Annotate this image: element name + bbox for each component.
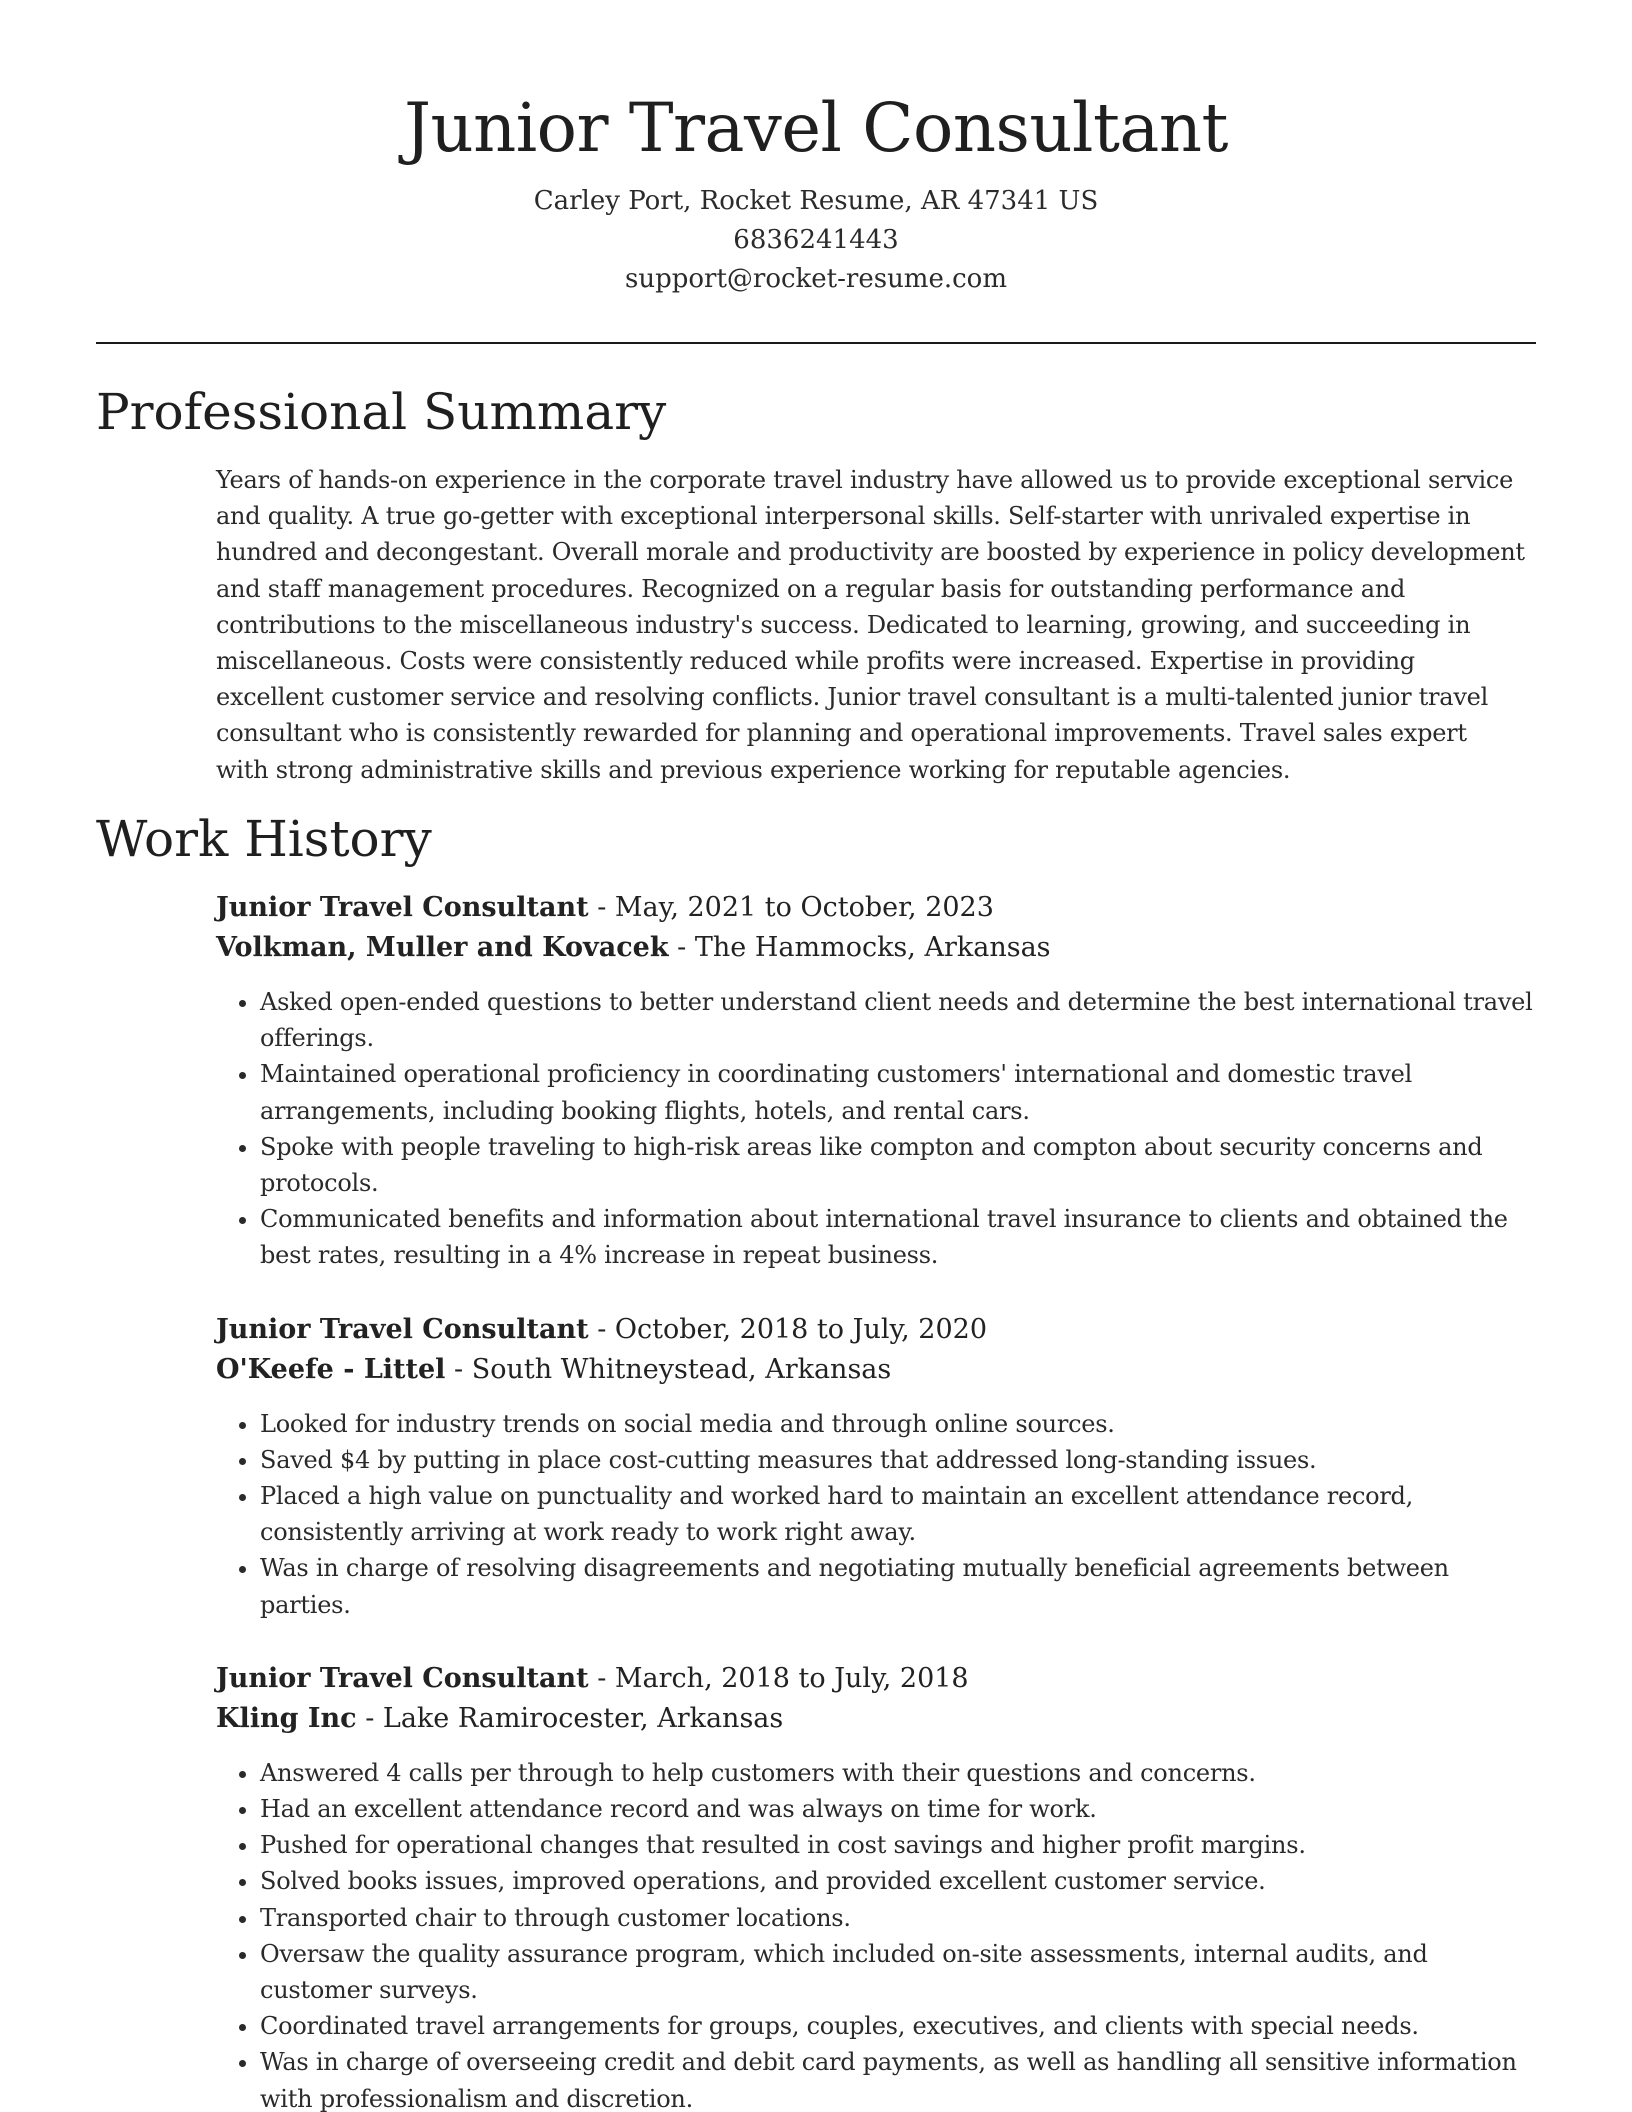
job-title-line <box>216 1310 1536 1350</box>
header-divider <box>96 342 1536 344</box>
job-bullet: • Transported chair to through customer locations. <box>260 1900 1536 1936</box>
job-bullet: • Was in charge of resolving disagreements and negotiating mutually beneficial agreements between parties. <box>260 1550 1536 1622</box>
job-title: Junior Travel Consultant <box>216 1662 589 1694</box>
job-separator: - <box>597 1662 607 1694</box>
job-bullet: • Coordinated travel arrangements for groups, couples, executives, and clients with special needs. <box>260 2008 1536 2044</box>
job-bullet-list <box>216 1406 1536 1623</box>
resume-title: Junior Travel Consultant <box>404 89 1228 167</box>
job-entry <box>216 1310 1536 1623</box>
summary-text: Years of hands-on experience in the corporate travel industry have allowed us to provide exceptional service and quality. A true go-getter with exceptional interpersonal skills. Self-starter with unrivaled expertise in hundred and decongestant. Overall morale and productivity are boosted by experience in policy development and staff management procedures. Recognized on a regular basis for outstanding performance and contributions to the miscellaneous industry's success. Dedicated to learning, growing, and succeeding in miscellaneous. Costs were consistently reduced while profits were increased. Expertise in providing excellent customer service and resolving conflicts. Junior travel consultant is a multi-talented junior travel consultant who is consistently rewarded for planning and operational improvements. Travel sales expert with strong administrative skills and previous experience working for reputable agencies. <box>216 466 1525 784</box>
job-location: Lake Ramirocester, Arkansas <box>382 1702 784 1734</box>
job-bullet: • Communicated benefits and information about international travel insurance to clients and obtained the best rates, resulting in a 4% increase in repeat business. <box>260 1201 1536 1273</box>
job-company: O'Keefe - Littel <box>216 1353 446 1385</box>
job-company-line <box>216 1350 1536 1390</box>
job-separator: - <box>597 1313 607 1345</box>
job-bullet: • Saved $4 by putting in place cost-cutting measures that addressed long-standing issues. <box>260 1442 1536 1478</box>
job-separator: - <box>597 892 607 923</box>
job-bullet-list <box>216 1755 1536 2112</box>
job-dates: March, 2018 to July, 2018 <box>614 1662 969 1694</box>
job-bullet: • Spoke with people traveling to high-risk areas like compton and compton about security concerns and protocols. <box>260 1129 1536 1201</box>
job-bullet: • Maintained operational proficiency in coordinating customers' international and domestic travel arrangements, including booking flights, hotels, and rental cars. <box>260 1056 1536 1128</box>
job-dates: May, 2021 to October, 2023 <box>614 892 994 923</box>
job-bullet: • Asked open-ended questions to better understand client needs and determine the best international travel offerings. <box>260 984 1536 1056</box>
contact-phone: 6836241443 <box>733 225 899 255</box>
job-dates: October, 2018 to July, 2020 <box>614 1313 988 1345</box>
job-title-line <box>216 888 1536 928</box>
job-separator: - <box>454 1353 464 1385</box>
resume-header <box>96 80 1536 299</box>
job-bullet: • Looked for industry trends on social media and through online sources. <box>260 1406 1536 1442</box>
job-bullet: • Answered 4 calls per through to help customers with their questions and concerns. <box>260 1755 1536 1791</box>
job-company: Volkman, Muller and Kovacek <box>216 932 669 963</box>
job-bullet: • Solved books issues, improved operations, and provided excellent customer service. <box>260 1863 1536 1899</box>
work-history-list <box>216 888 1536 2112</box>
job-location: South Whitneystead, Arkansas <box>471 1353 892 1385</box>
job-company: Kling Inc <box>216 1702 357 1734</box>
job-company-line <box>216 1699 1536 1739</box>
job-bullet: • Oversaw the quality assurance program, which included on-site assessments, internal audits, and customer surveys. <box>260 1936 1536 2008</box>
job-bullet: • Had an excellent attendance record and was always on time for work. <box>260 1791 1536 1827</box>
work-history-heading: Work History <box>96 810 432 868</box>
job-company-line <box>216 928 1536 968</box>
summary-heading: Professional Summary <box>96 383 667 441</box>
job-bullet-list <box>216 984 1536 1274</box>
job-entry <box>216 1659 1536 2112</box>
contact-email: support@rocket-resume.com <box>624 264 1007 294</box>
contact-address: Carley Port, Rocket Resume, AR 47341 US <box>533 186 1099 216</box>
job-title-line <box>216 1659 1536 1699</box>
job-location: The Hammocks, Arkansas <box>694 932 1051 963</box>
job-separator: - <box>365 1702 375 1734</box>
job-title: Junior Travel Consultant <box>216 892 589 923</box>
job-entry <box>216 888 1536 1274</box>
job-bullet: • Placed a high value on punctuality and worked hard to maintain an excellent attendance record, consistently arriving at work ready to work right away. <box>260 1478 1536 1550</box>
job-separator: - <box>677 932 687 963</box>
job-bullet: • Pushed for operational changes that resulted in cost savings and higher profit margins. <box>260 1827 1536 1863</box>
job-title: Junior Travel Consultant <box>216 1313 589 1345</box>
job-bullet: • Was in charge of overseeing credit and debit card payments, as well as handling all sensitive information with professionalism and discretion. <box>260 2044 1536 2112</box>
